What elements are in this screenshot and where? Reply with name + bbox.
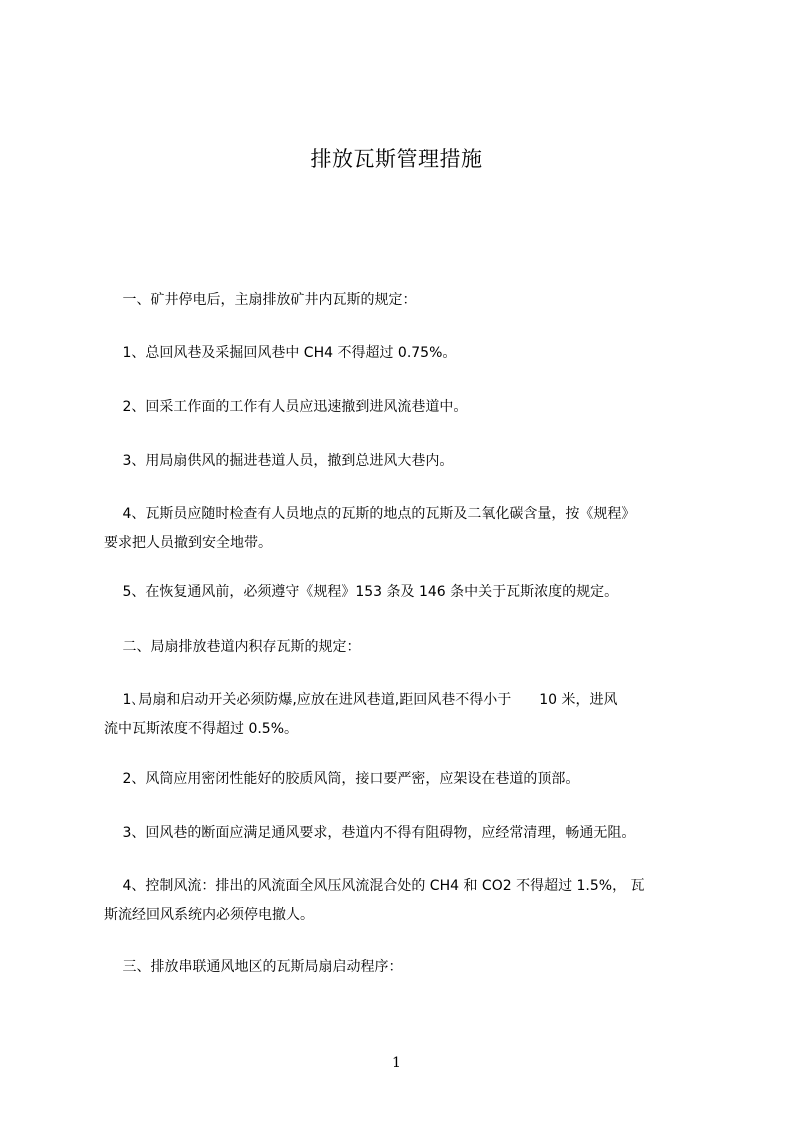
paragraph-1-2	[104, 393, 724, 422]
paragraph-1-3	[104, 447, 724, 476]
paragraph-line: 要求把人员撤到安全地带。	[104, 535, 272, 551]
paragraph-line: 流中瓦斯浓度不得超过 0.5%。	[104, 721, 299, 737]
paragraph-1-5	[104, 578, 724, 607]
section-heading-1	[104, 286, 724, 315]
paragraph-line: 4、控制风流：排出的风流面全风压风流混合处的 CH4 和 CO2 不得超过 1.5%， 瓦	[104, 878, 645, 894]
paragraph-line: 3、用局扇供风的掘进巷道人员，撤到总进风大巷内。	[104, 453, 454, 469]
paragraph-line: 5、在恢复通风前，必须遵守《规程》153 条及 146 条中关于瓦斯浓度的规定。	[104, 584, 619, 600]
section-heading-3	[104, 953, 724, 982]
paragraph-1-1	[104, 339, 724, 368]
paragraph-line: 3、回风巷的断面应满足通风要求，巷道内不得有阻碍物，应经常清理，畅通无阻。	[104, 825, 636, 841]
paragraph-line: 斯流经回风系统内必须停电撤人。	[104, 907, 314, 923]
document-title: 排放瓦斯管理措施	[310, 147, 483, 171]
paragraph-line: 2、风筒应用密闭性能好的胶质风筒，接口要严密，应架设在巷道的顶部。	[104, 771, 580, 787]
paragraph-line: 1､局扇和启动开关必须防爆,应放在进风巷道,距回风巷不得小于 10 米，进风	[104, 692, 618, 708]
paragraph-line: 2、回采工作面的工作有人员应迅速撤到进风流巷道中。	[104, 399, 468, 415]
paragraph-2-4	[104, 872, 724, 930]
section-heading-2	[104, 633, 724, 662]
paragraph-2-3	[104, 819, 724, 848]
paragraph-2-2	[104, 765, 724, 794]
paragraph-line: 4、瓦斯员应随时检查有人员地点的瓦斯的地点的瓦斯及二氧化碳含量，按《规程》	[104, 506, 636, 522]
paragraph-1-4	[104, 500, 724, 558]
page-number: 1	[392, 1055, 401, 1071]
paragraph-line: 一、矿井停电后，主扇排放矿井内瓦斯的规定：	[104, 292, 417, 308]
paragraph-2-1	[104, 686, 724, 744]
paragraph-line: 三、排放串联通风地区的瓦斯局扇启动程序：	[104, 959, 403, 975]
paragraph-line: 二、局扇排放巷道内积存瓦斯的规定：	[104, 639, 361, 655]
paragraph-line: 1、总回风巷及采掘回风巷中 CH4 不得超过 0.75%。	[104, 345, 457, 361]
